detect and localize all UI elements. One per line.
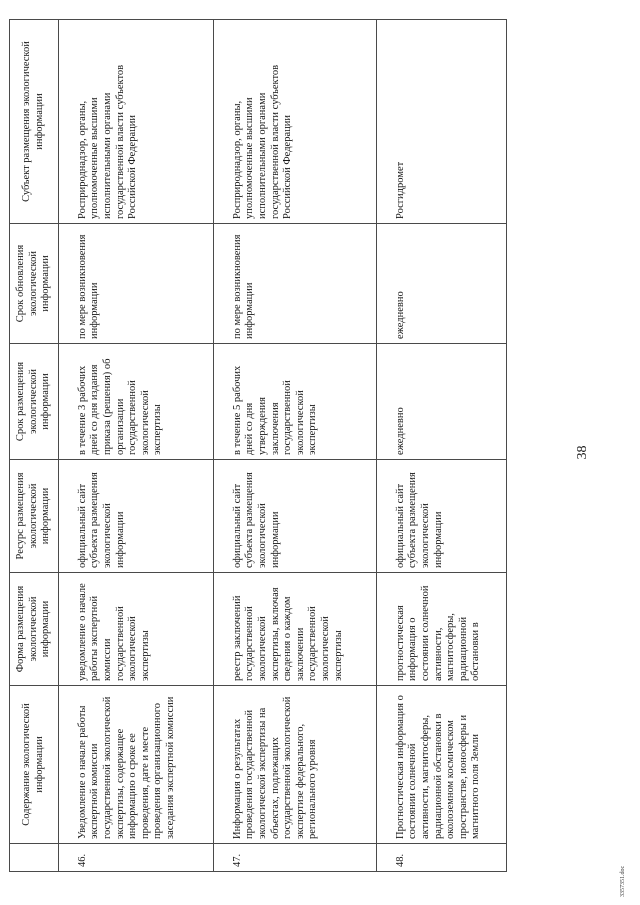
cell-form: уведомление о начале работы экспертной комиссии государственной экологической экспертизы xyxy=(58,573,213,686)
header-update-term: Срок обновления экологической информации xyxy=(10,224,59,344)
header-number xyxy=(10,844,59,872)
cell-subject: Росприроднадзор, органы, уполномоченные высшими исполнительными органами государственной власти субъектов Российской Федерации xyxy=(58,20,213,224)
cell-placement-term: ежедневно xyxy=(376,344,506,460)
environmental-info-table xyxy=(9,19,507,872)
header-content: Содержание экологической информации xyxy=(10,686,59,844)
document-code: 3357351.doc xyxy=(620,865,626,897)
row-number: 48. xyxy=(376,844,506,872)
cell-subject: Росприроднадзор, органы, уполномоченные высшими исполнительными органами государственной власти субъектов Российской Федерации xyxy=(213,20,376,224)
header-subject: Субъект размещения экологической информации xyxy=(10,20,59,224)
cell-placement-term: в течение 5 рабочих дней со дня утверждения заключения государственной экологической экспертизы xyxy=(213,344,376,460)
cell-update-term: ежедневно xyxy=(376,224,506,344)
cell-placement-term: в течение 3 рабочих дней со дня издания приказа (решения) об организации государственной экологической экспертизы xyxy=(58,344,213,460)
header-resource: Ресурс размещения экологической информации xyxy=(10,460,59,573)
table-row xyxy=(58,20,213,872)
cell-content: Уведомление о начале работы экспертной комиссии государственной экологической экспертизы, содержащее информацию о сроке ее проведения, дате и месте проведения организационного заседания экспертной комиссии xyxy=(58,686,213,844)
cell-content: Прогностическая информация о состоянии солнечной активности, магнитосферы, радиационной обстановки в околоземном космическом пространстве, ионосферы и магнитного поля Земли xyxy=(376,686,506,844)
cell-resource: официальный сайт субъекта размещения экологической информации xyxy=(376,460,506,573)
cell-update-term: по мере возникновения информации xyxy=(213,224,376,344)
cell-form: реестр заключений государственной экологической экспертизы, включая сведения о каждом заключении государственной экологической экспертизы xyxy=(213,573,376,686)
cell-subject: Росгидромет xyxy=(376,20,506,224)
cell-update-term: по мере возникновения информации xyxy=(58,224,213,344)
row-number: 46. xyxy=(58,844,213,872)
cell-form: прогностическая информация о состоянии солнечной активности, магнитосферы, радиационной обстановки в xyxy=(376,573,506,686)
table-header-row xyxy=(10,20,59,872)
row-number: 47. xyxy=(213,844,376,872)
header-placement-term: Срок размещения экологической информации xyxy=(10,344,59,460)
table-row xyxy=(213,20,376,872)
cell-content: Информация о результатах проведения государственной экологической экспертизы на объектах, подлежащих государственной экологической экспертизе федерального, регионального уровня xyxy=(213,686,376,844)
cell-resource: официальный сайт субъекта размещения экологической информации xyxy=(58,460,213,573)
page-number: 38 xyxy=(575,445,590,460)
header-form: Форма размещения экологической информации xyxy=(10,573,59,686)
cell-resource: официальный сайт субъекта размещения экологической информации xyxy=(213,460,376,573)
table-row xyxy=(376,20,506,872)
